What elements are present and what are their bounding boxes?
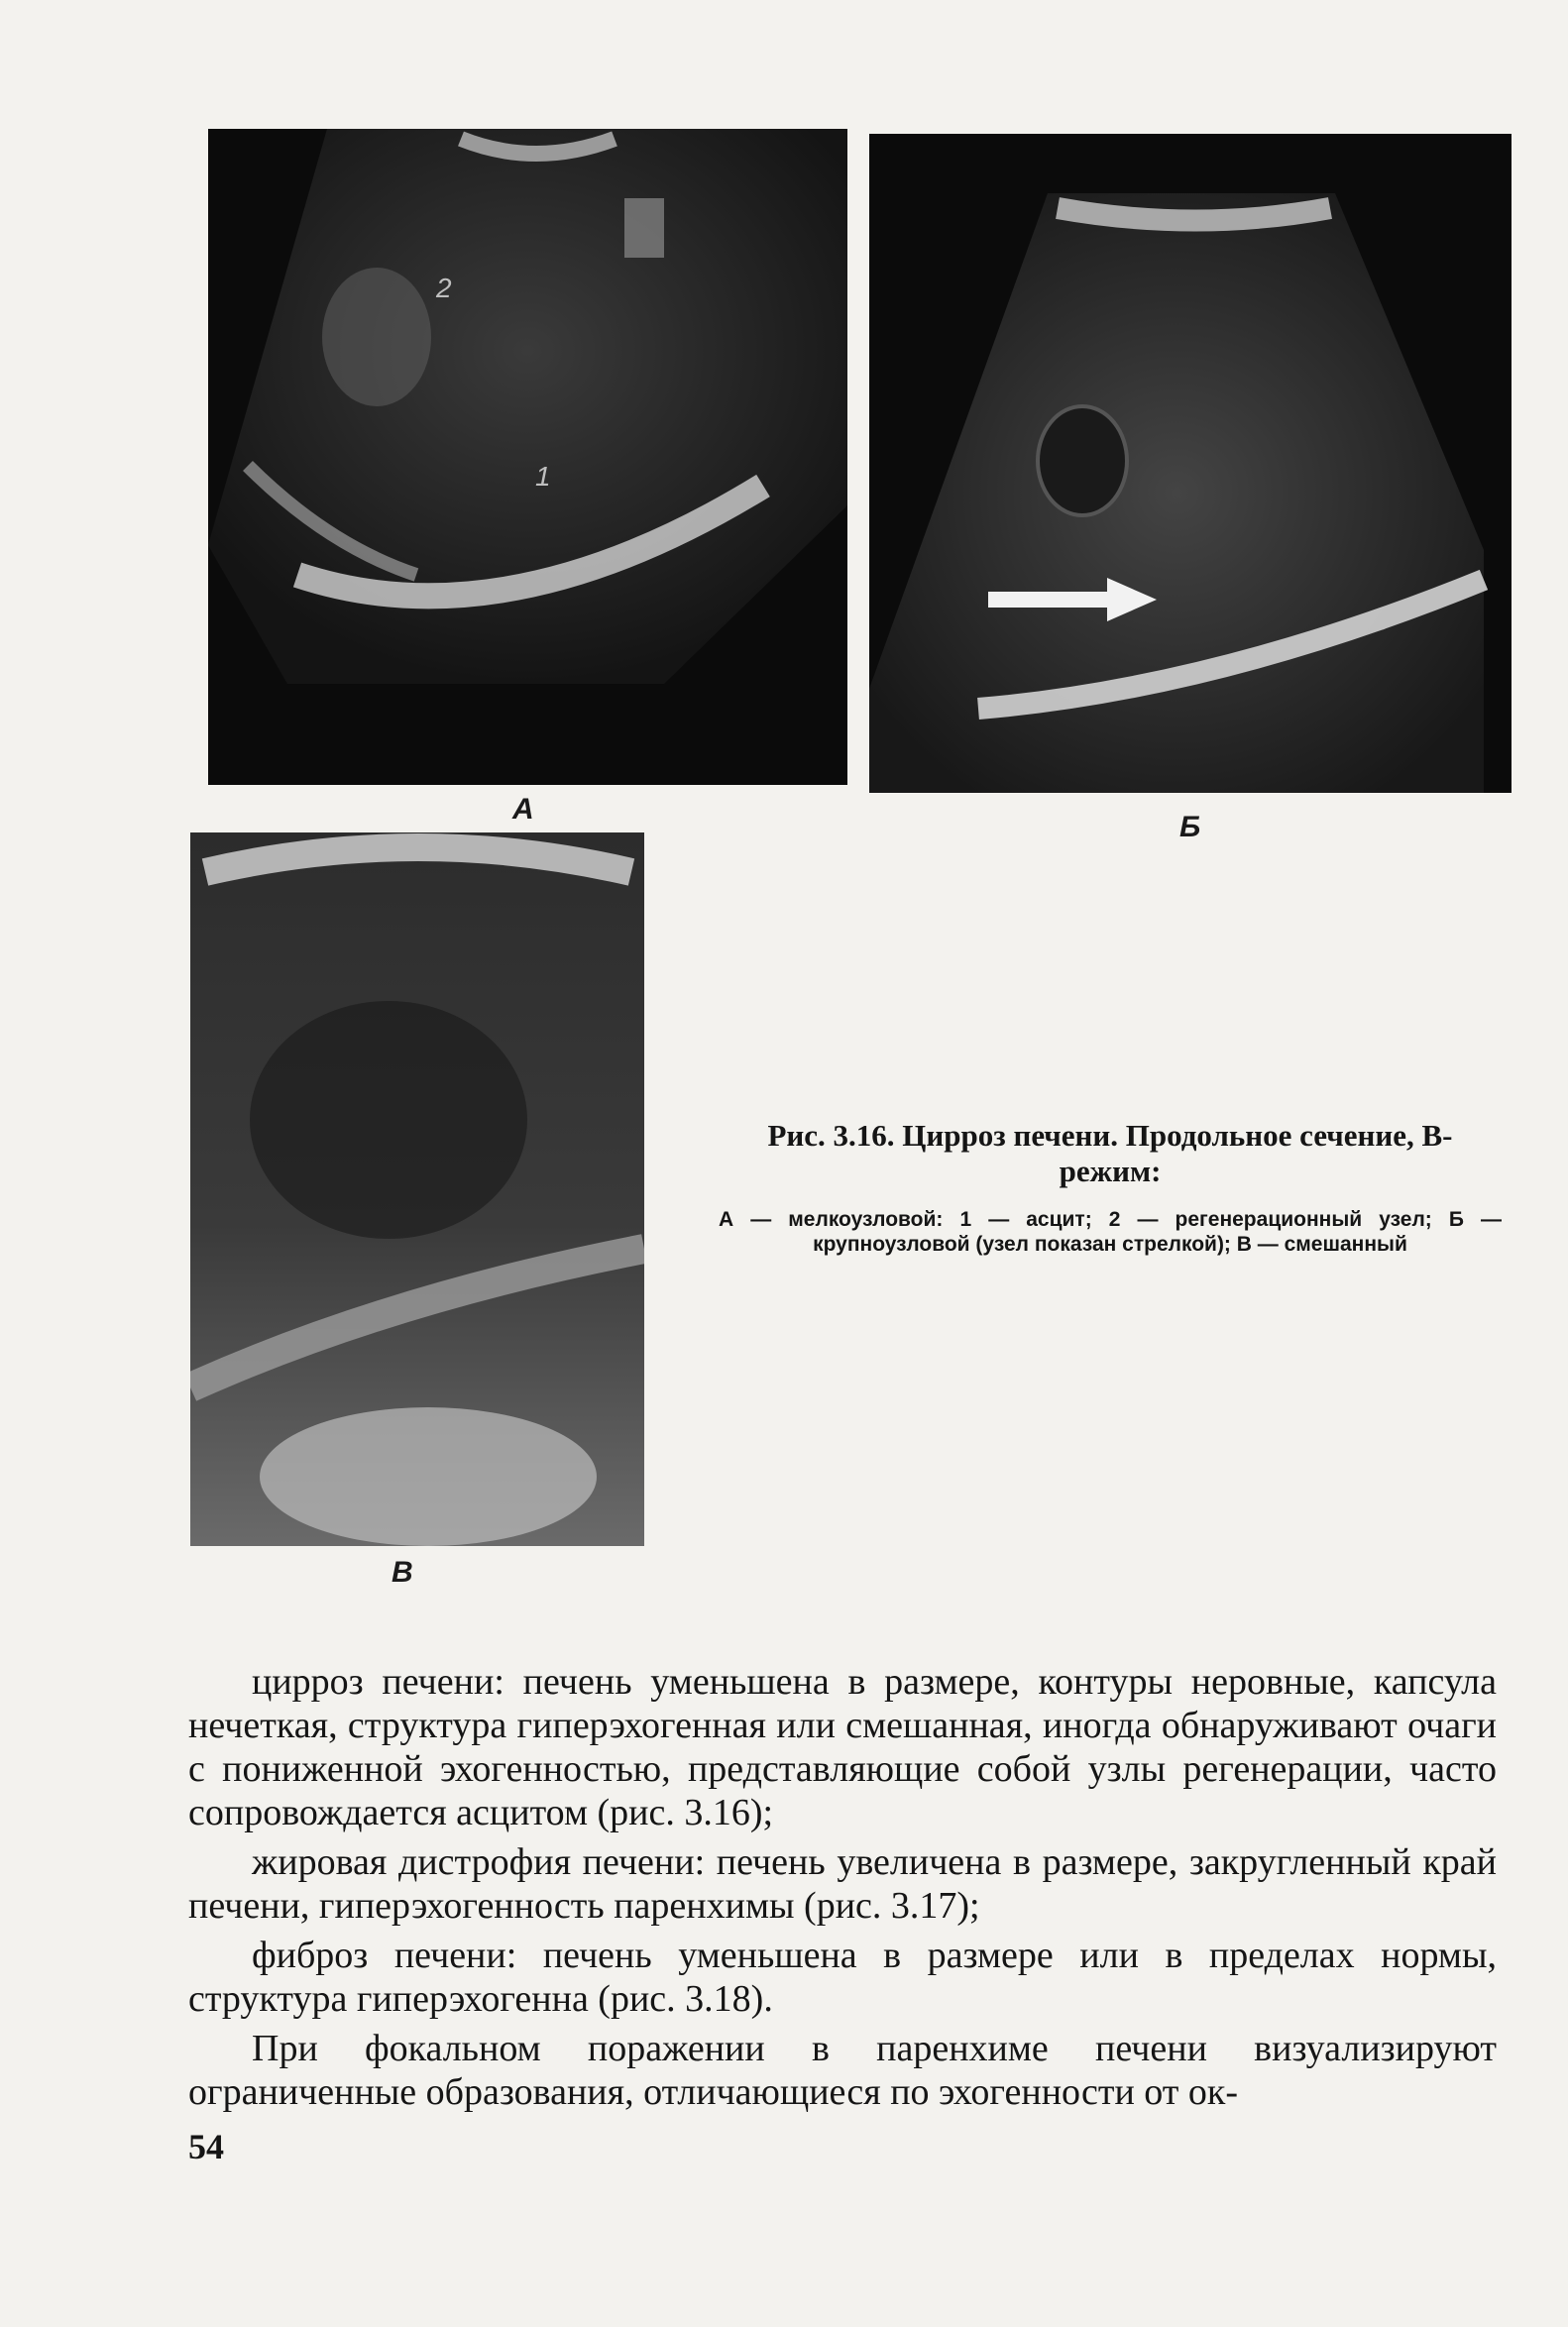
panel-label-c: В — [392, 1556, 413, 1589]
marker-ascites-1: 1 — [535, 461, 551, 492]
ultrasound-image-b — [869, 134, 1512, 793]
panel-label-a: А — [512, 793, 534, 826]
caption-legend: А — мелкоузловой: 1 — асцит; 2 — регенерационный узел; Б — крупноузловой (узел показан стрелкой); В — смешанный — [719, 1208, 1502, 1256]
paragraph: При фокальном поражении в паренхиме печени визуализируют ограниченные образования, отличающиеся по эхогенности от ок- — [188, 2028, 1497, 2113]
panel-label-b: Б — [1179, 811, 1201, 843]
paragraph: цирроз печени: печень уменьшена в размере, контуры неровные, капсула нечеткая, структура гиперэхогенная или смешанная, иногда обнаруживают очаги с пониженной эхогенностью, представляющие собой узлы регенерации, часто сопровождается асцитом (рис. 3.16); — [188, 1661, 1497, 1833]
paragraph: жировая дистрофия печени: печень увеличена в размере, закругленный край печени, гиперэхогенность паренхимы (рис. 3.17); — [188, 1841, 1497, 1927]
ultrasound-image-c — [190, 832, 644, 1546]
body-text — [188, 1660, 1497, 2120]
ultrasound-image-a — [208, 129, 847, 785]
paragraph: фиброз печени: печень уменьшена в размере или в пределах нормы, структура гиперэхогенна (рис. 3.18). — [188, 1935, 1497, 2020]
caption-title: Рис. 3.16. Цирроз печени. Продольное сечение, В-режим: — [767, 1118, 1453, 1188]
page-number: 54 — [188, 2127, 224, 2166]
figure-caption — [719, 1118, 1502, 1257]
marker-node-2: 2 — [436, 273, 452, 303]
